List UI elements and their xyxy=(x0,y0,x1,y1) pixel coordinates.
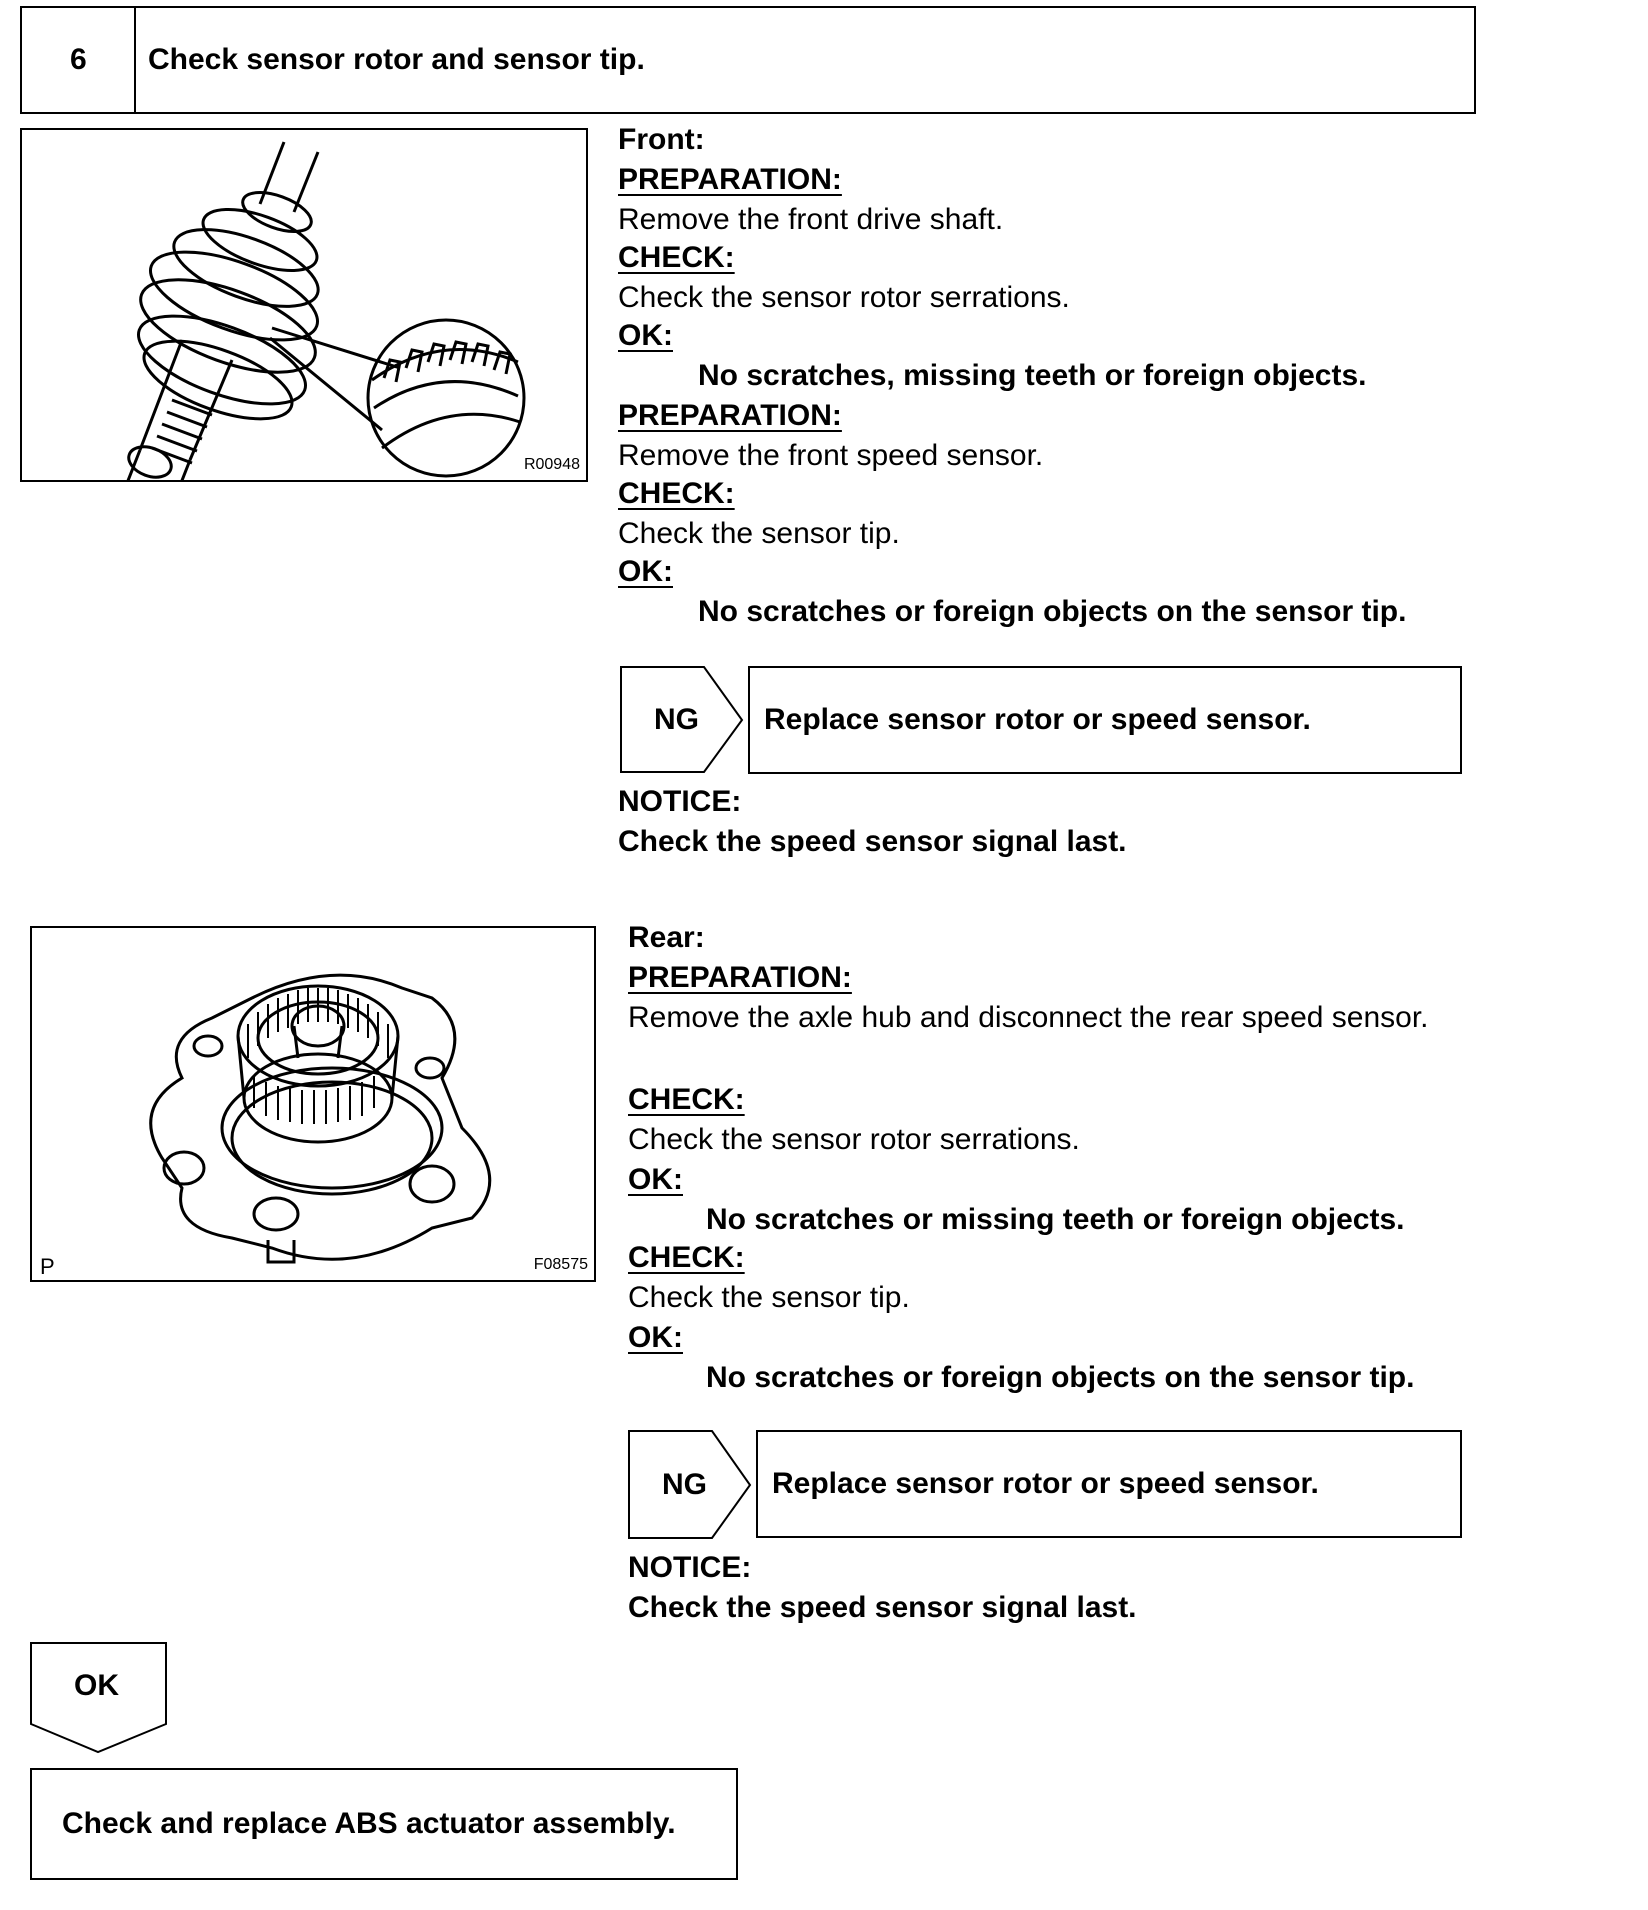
step-number: 6 xyxy=(70,43,87,76)
front-figure xyxy=(20,128,588,482)
step-title: Check sensor rotor and sensor tip. xyxy=(148,43,645,76)
rear-check2-label: CHECK: xyxy=(628,1241,745,1274)
rear-ok1-label: OK: xyxy=(628,1163,683,1196)
final-action: Check and replace ABS actuator assembly. xyxy=(62,1807,676,1840)
rear-heading: Rear: xyxy=(628,921,705,954)
final-action-box xyxy=(30,1768,738,1880)
front-check1-label: CHECK: xyxy=(618,241,735,274)
step-number-divider xyxy=(134,8,136,112)
front-notice-text: Check the speed sensor signal last. xyxy=(618,825,1127,858)
rear-prep-label: PREPARATION: xyxy=(628,961,852,994)
front-heading: Front: xyxy=(618,123,705,156)
front-ng-action: Replace sensor rotor or speed sensor. xyxy=(764,703,1311,736)
front-figure-code: R00948 xyxy=(523,456,580,473)
rear-check1-label: CHECK: xyxy=(628,1083,745,1116)
front-check1-text: Check the sensor rotor serrations. xyxy=(618,281,1070,314)
front-ok1-text: No scratches, missing teeth or foreign objects. xyxy=(698,359,1367,392)
front-ok2-label: OK: xyxy=(618,555,673,588)
rear-notice-label: NOTICE: xyxy=(628,1551,752,1584)
rear-check2-text: Check the sensor tip. xyxy=(628,1281,910,1314)
front-ok2-text: No scratches or foreign objects on the sensor tip. xyxy=(698,595,1407,628)
rear-notice-text: Check the speed sensor signal last. xyxy=(628,1591,1137,1624)
front-prep1-label: PREPARATION: xyxy=(618,163,842,196)
rear-check1-text: Check the sensor rotor serrations. xyxy=(628,1123,1080,1156)
ok-label: OK xyxy=(74,1669,119,1702)
rear-ok2-text: No scratches or foreign objects on the sensor tip. xyxy=(706,1361,1415,1394)
front-ok1-label: OK: xyxy=(618,319,673,352)
front-prep2-text: Remove the front speed sensor. xyxy=(618,439,1044,472)
rear-prep-text: Remove the axle hub and disconnect the rear speed sensor. xyxy=(628,1001,1429,1034)
rear-ng-action-box xyxy=(756,1430,1462,1538)
front-ng-label: NG xyxy=(654,703,699,736)
front-prep1-text: Remove the front drive shaft. xyxy=(618,203,1004,236)
rear-figure xyxy=(30,926,596,1282)
rear-figure-code: F08575 xyxy=(533,1256,588,1273)
front-check2-label: CHECK: xyxy=(618,477,735,510)
rear-ng-action: Replace sensor rotor or speed sensor. xyxy=(772,1467,1319,1500)
drive-shaft-illustration xyxy=(22,130,586,480)
front-check2-text: Check the sensor tip. xyxy=(618,517,900,550)
rear-ok2-label: OK: xyxy=(628,1321,683,1354)
front-ng-action-box xyxy=(748,666,1462,774)
front-notice-label: NOTICE: xyxy=(618,785,742,818)
rear-figure-corner: P xyxy=(40,1254,55,1279)
axle-hub-illustration xyxy=(32,928,594,1280)
front-prep2-label: PREPARATION: xyxy=(618,399,842,432)
step-header xyxy=(20,6,1476,114)
rear-ng-label: NG xyxy=(662,1468,707,1501)
rear-ok1-text: No scratches or missing teeth or foreign objects. xyxy=(706,1203,1405,1236)
